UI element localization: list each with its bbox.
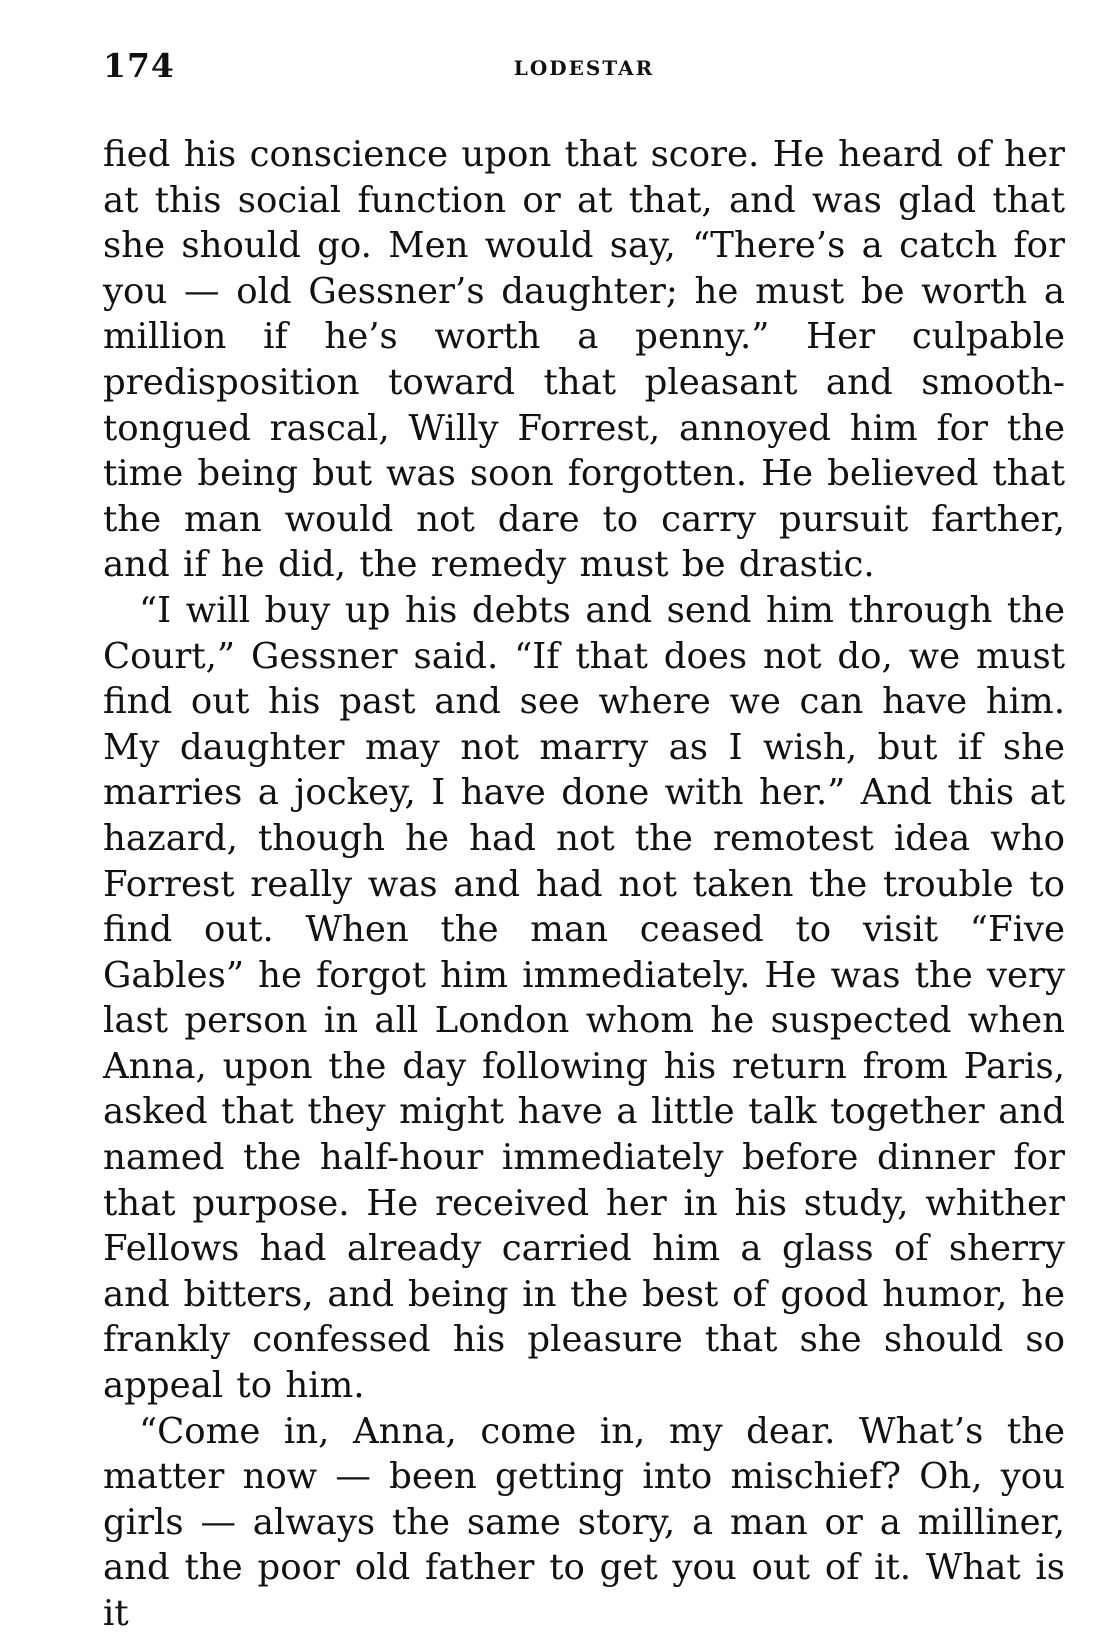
body-text	[103, 132, 1065, 1637]
paragraph-come-in-anna: “Come in, Anna, come in, my dear. What’s the matter now — been getting into mischief? Oh, you girls — always the same story, a man or a milliner, and the poor old father to get you out of it. What is it	[103, 1410, 1065, 1634]
running-title: LODESTAR	[513, 56, 655, 80]
page-number: 174	[103, 46, 175, 85]
paragraph-continuation: fied his conscience upon that score. He heard of her at this social function or at that, and was glad that she should go. Men would say, “There’s a catch for you — old Gessner’s daughter; he must be worth a million if he’s worth a penny.” Her culpable predisposition toward that pleasant and smooth-tongued rascal, Willy Forrest, annoyed him for the time being but was soon forgotten. He believed that the man would not dare to carry pursuit farther, and if he did, the remedy must be drastic.	[103, 134, 1065, 586]
paragraph-gessner-speech: “I will buy up his debts and send him through the Court,” Gessner said. “If that does not do, we must find out his past and see where we can have him. My daughter may not marry as I wish, but if she marries a jockey, I have done with her.” And this at hazard, though he had not the remotest idea who Forrest really was and had not taken the trouble to find out. When the man ceased to visit “Five Gables” he forgot him immediately. He was the very last person in all London whom he suspected when Anna, upon the day following his return from Paris, asked that they might have a little talk together and named the half-hour immediately before dinner for that purpose. He received her in his study, whither Fellows had already carried him a glass of sherry and bitters, and being in the best of good humor, he frankly confessed his pleasure that she should so appeal to him.	[103, 589, 1065, 1407]
running-head	[103, 46, 1065, 92]
